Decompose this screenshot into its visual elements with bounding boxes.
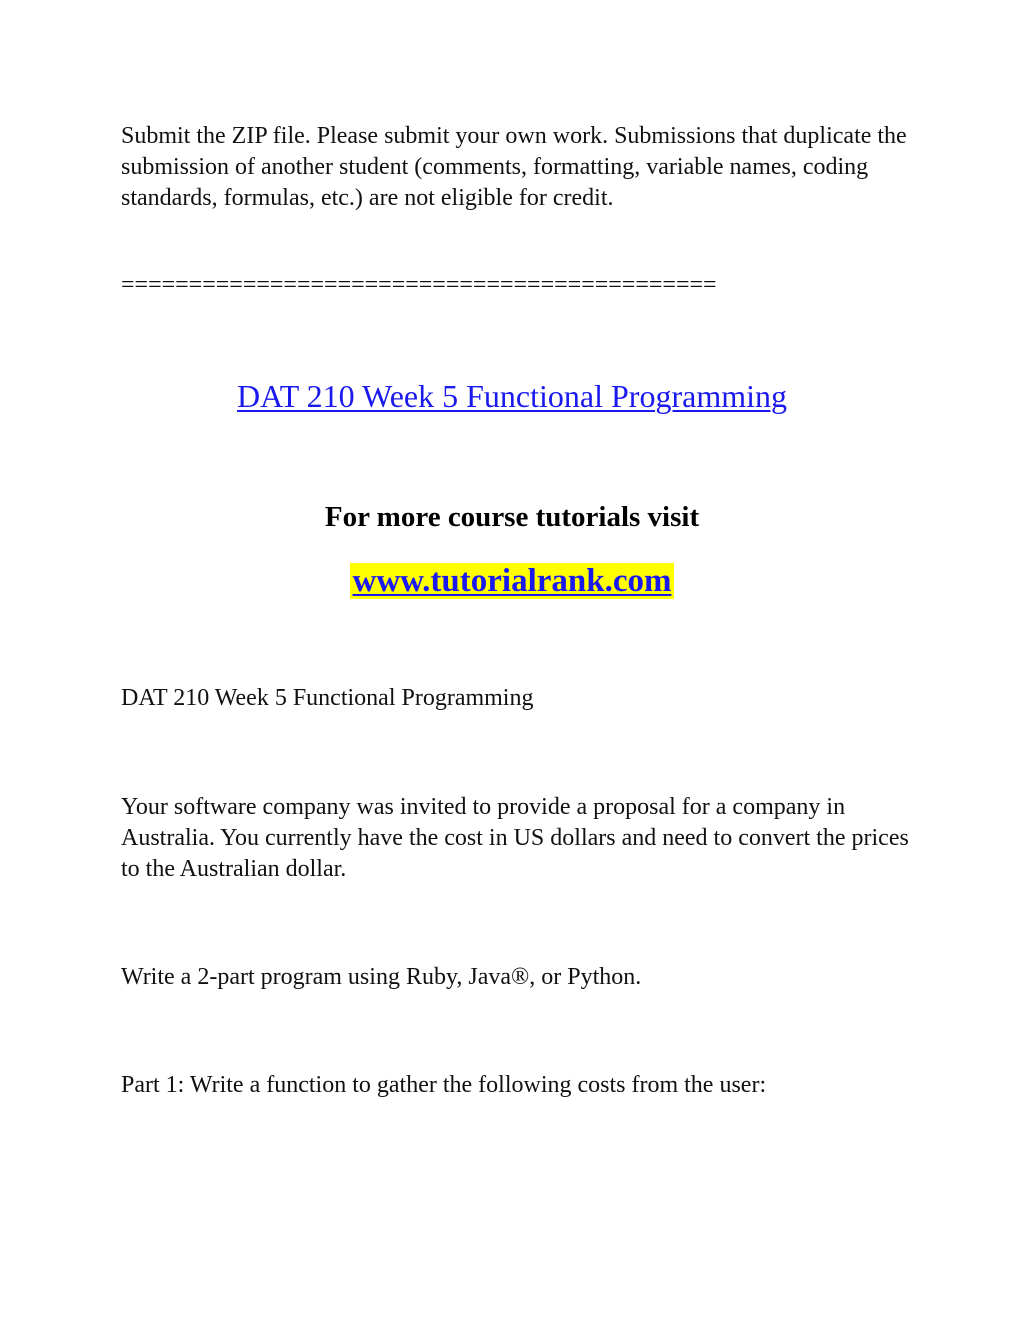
intro-paragraph: Submit the ZIP file. Please submit your own work. Submissions that duplicate the submission of another student (comments, formatting, variable names, coding standards, formulas, etc.) are not eligible for credit. — [121, 123, 907, 211]
body-paragraph: Your software company was invited to provide a proposal for a company in Australia. You currently have the cost in US dollars and need to convert the prices to the Australian dollar. — [121, 794, 909, 882]
title-link[interactable]: DAT 210 Week 5 Functional Programming — [237, 378, 787, 414]
more-tutorials-text: For more course tutorials visit — [324, 501, 700, 533]
site-link-container — [0, 559, 1024, 603]
site-link[interactable]: www.tutorialrank.com — [350, 563, 675, 599]
body-paragraph: Part 1: Write a function to gather the following costs from the user: — [121, 1072, 767, 1098]
subtitle-heading: DAT 210 Week 5 Functional Programming — [121, 685, 534, 711]
body-paragraph: Write a 2-part program using Ruby, Java®, or Python. — [121, 964, 642, 990]
separator-line: ============================================ — [121, 272, 717, 298]
title-link-container — [0, 376, 1024, 416]
